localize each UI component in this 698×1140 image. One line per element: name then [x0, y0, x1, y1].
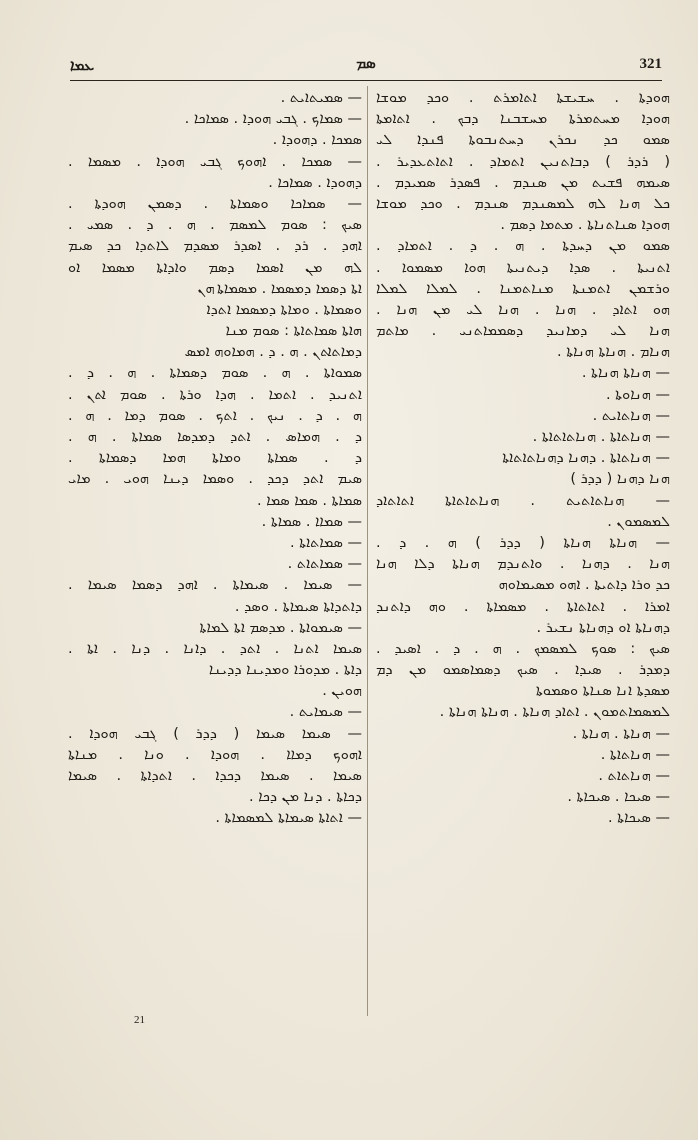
text-line: ܣܝܟ : ܣܘܡ ܠܡܣܡ . ܗ . ܕ . ܣܡܝ . — [68, 217, 362, 234]
text-line: ܗܘܝܢ . — [322, 683, 362, 700]
text-line: ܠܗ ܡܢ ܐܣܡܐ ܕܣܡ ܘܐܕܐܬܐ ܡܣܡܐ ܐܘ — [68, 259, 362, 276]
text-line: — ܣܡܟܐ . ܐܗܘܟ ܓܒܝ ܗܘܕܐ . ܡܣܡܐ . — [68, 153, 362, 170]
text-line: ܘܪܫܡܢ ܐܬܡܢܬܐ ܡܢܐܬܡܢܐ . ܠܡܠܐ ܠܡܠܐ — [376, 280, 670, 297]
text-line: ܣܡܘ ܟܕ ܢܟܪܢ ܕܚܬܢܒܘܬܐ ܦܢܕܐ ܠܝ — [376, 132, 670, 149]
text-line: ܣܝܡ ܐܬܕ ܕܟܕ . ܘܣܡܐ ܕܝܢܐ ܗܘܝ . ܡܐܝ — [68, 471, 362, 488]
text-line: ܕܗܘܕܐ . ܣܡܐܟܐ . — [268, 174, 362, 191]
text-line: — ܣܡܐܐ . ܣܡܐܬܐ . — [261, 513, 362, 530]
text-line: ( ܪܕܪ ) ܕܒܐܬܢܝܢ ܐܬܡܐܕ . ܐܬܐܬܥܕܝܪ . — [376, 153, 670, 170]
text-line: — ܗܢܐܬܐ ܗܢܐܬܐ . — [581, 365, 670, 382]
text-line: ܣܝܡܗ ܦܫܝܬ ܡܢ ܣܢܕܡ . ܦܣܕܪ ܣܡܝܕܡ . — [376, 174, 670, 191]
text-line: ܘܣܡܐܬܐ . ܘܡܐܬܐ ܕܡܣܡܐ ܐܬܕܐ — [206, 301, 362, 318]
header-left-catchword: ܥܡܐ — [70, 56, 95, 74]
text-line: — ܣܡܐܬܐܬ . — [287, 556, 362, 573]
text-line: — ܣܝܡܐ ܣܝܡܐ ( ܕܕܪ ) ܓܒܝ ܗܘܕܐ . — [68, 725, 362, 742]
text-line: ܕܐܬܕܐܬܐ ܣܝܡܐܬܐ . ܘܣܕ . — [234, 598, 362, 615]
text-line: ܕܡܐܬܐܬܢ . ܗ . ܕ . ܗܡܐܘܗ ܐܡܣ — [184, 344, 362, 361]
text-line: ܗܘ ܐܬܐܕ . ܗܢܐ . ܗܢܐ ܠܝ ܡܢ ܗܢܐ . — [376, 301, 670, 318]
text-line: ܗܢܐ . ܕܗܢܐ . ܘܐܬܢܕܡ ܗܢܐܬܐ ܕܠܐ ܗܢܐ — [376, 556, 670, 573]
text-line: ܣܡܘܐܬܐ . ܗ . ܣܘܡ ܕܣܡܐܬܐ . ܗ . ܕ . — [68, 365, 362, 382]
text-line: — ܗܢܐܬܐܬܐ . ܗܢܐܬܐܬܐܬܐ . — [532, 429, 670, 445]
text-line: ܣܝܟ : ܣܘܟ ܠܡܣܡܟ . ܗ . ܕ . ܐܣܝܕ . — [376, 640, 670, 657]
text-line: ܗܘܕܬܐ . ܚܫܝܫܬܐ ܐܬܐܡܪܬ . ܘܟܕ ܡܘܫܐ — [376, 90, 670, 106]
text-line: ܠܡܣܡܘܢ . — [607, 513, 670, 530]
right-column — [376, 88, 670, 830]
text-line: ܕ . ܗܡܐܣ . ܐܬܕ ܕܡܕܣܐ ܣܡܐܬܐ . ܗ . — [68, 429, 362, 445]
text-line: — ܐܬܐܬܐ ܣܝܡܐܬܐ ܠܡܣܡܐܬܐ . — [215, 810, 362, 827]
text-line: — ܗܢܐܬܐ . ܗܢܐܬܐ . — [572, 725, 670, 742]
folio-signature: 21 — [134, 1014, 145, 1026]
text-line: ܐܗܕ . ܪܕ . ܐܣܕܪ ܡܣܕܡ ܠܐܬܕܐ ܟܕ ܣܝܡ — [68, 238, 362, 255]
text-line: ܐܬܢܝܬܐ . ܣܕܐ ܕܝܬܢܝܬܐ ܗܘܐ ܡܣܡܘܐ . — [376, 259, 670, 276]
running-header — [70, 52, 662, 78]
text-line: — ܗܢܐܬܐ ܗܢܐܬܐ ( ܕܕܪ ) ܗ . ܕ . — [376, 534, 670, 551]
text-line: — ܣܡܐܬܐܬܐ . — [289, 534, 362, 551]
page-number: 321 — [639, 56, 662, 72]
header-rule — [70, 80, 662, 81]
text-line: ܟܕ ܘܪܐ ܕܐܬܝܬܐ . ܐܗܘ ܡܣܝܡܐܘܗ — [498, 577, 670, 594]
text-line: — ܗܢܐܬܐܬܐ . ܕܗܢܐ ܕܗܢܐܬܐܬܐܬܐ — [502, 450, 670, 467]
text-line: ܗܢܐ ܠܝ ܕܡܐܢܝܕ ܕܣܡܡܐܬܢܝ . ܡܐܬܡ — [376, 323, 670, 340]
text-line: ܣܝܡܐ . ܣܝܡܐ ܕܟܕܐ . ܐܬܕܐܬܐ . ܣܝܡܐ — [68, 768, 362, 784]
text-line: ܐܗܘܟ ܕܡܐܐ . ܗܘܕܐ . ܘܢܐ . ܡܢܐܬܐ — [68, 746, 362, 763]
text-line: ܕ . ܣܡܐܬܐ ܘܡܐܬܐ ܗܡܐ ܕܣܡܐܬܐ . — [68, 450, 362, 467]
text-line: ܣܝܡܐ ܐܬܢܐ . ܐܬܕ . ܕܐܢܐ . ܕܢܐ . ܐܬܐ . — [68, 640, 362, 657]
text-line: ܗ . ܕ . ܢܝܟ . ܐܬܟ . ܣܘܡ ܕܡܐ . ܗ . — [68, 407, 362, 424]
text-line: ܐܡܪܐ . ܐܬܐܬܐܬܐ . ܡܣܡܐܬܐ . ܘܗ ܕܐܬܢܕ — [376, 598, 670, 615]
text-line: — ܗܢܐܘܬܐ . — [605, 386, 670, 403]
text-line: ܣܡܟܐ . ܕܗܘܕܐ . — [272, 132, 362, 149]
text-line: ܗܘܕܐ ܣܢܐܬܢܐܬܐ . ܡܬܡܐ ܕܣܡ . — [500, 217, 670, 234]
text-line: — ܣܝܟܐ . ܣܝܟܐܬܐ . — [567, 789, 670, 806]
text-line: — ܗܢܐܬܐܬܐ . — [600, 746, 670, 763]
text-line: ܟܠ ܗܢܐ ܠܗ ܠܡܣܢܕܡ ܣܢܕܡ . ܘܟܕ ܡܘܫܐ — [376, 195, 670, 212]
text-line: — ܣܝܡܐܝܬ . — [289, 704, 362, 721]
text-line: — ܣܝܡܐ . ܣܝܡܐܬܐ . ܐܗܕ ܕܣܡܐ ܣܝܡܐ . — [68, 577, 362, 594]
text-line: ܣܡܘ ܡܢ ܕܚܕܬܐ . ܗ . ܕ . ܐܬܡܐܕ . — [376, 238, 670, 255]
column-divider — [367, 86, 368, 1016]
left-column — [68, 88, 362, 830]
text-line: ܠܡܣܡܐܬܡܘܢ . ܐܬܐܕ ܗܢܐܬܐ . ܗܢܐܬܐ ܗܢܐܬܐ . — [439, 704, 670, 721]
text-line: — ܣܝܡܘܐܬܐ . ܡܕܣܡ ܐܬܐ ܠܡܐܬܐ — [199, 619, 362, 636]
text-line: ܕܡܕܪ . ܣܝܕܐ . ܣܝܟ ܕܣܡܐܣܡܘ ܡܢ ܕܡ — [376, 662, 670, 679]
text-line: — ܗܢܐܬܐܬܝܬ . ܗܢܐܬܐܬܐܬܐ ܐܬܐܬܐܕ — [376, 492, 670, 509]
text-line: ܣܡܐܬܐ . ܣܡܐ ܣܡܐ . — [257, 492, 362, 509]
text-line: — ܣܡܐܟ . ܓܒܝ ܗܘܕܐ . ܣܡܐܟܐ . — [184, 111, 362, 128]
text-line: — ܗܢܐܬܐܬ . — [598, 768, 670, 784]
text-line: — ܗܢܐܬܐܝܬ . — [592, 407, 670, 424]
text-line: — ܣܡܝܬܐܝܬ . — [280, 90, 362, 106]
header-center-catchword: ܣܡ — [356, 54, 376, 72]
text-line: ܗܢܐܡ . ܗܢܐܬܐ ܗܢܐܬܐ . — [557, 344, 670, 361]
text-line: ܗܢܐ ܕܗܢܐ ( ܕܕܪ ) — [570, 471, 670, 488]
text-line: ܕܐܬܐ . ܡܕܘܪܐ ܘܡܕܝܢܐ ܕܕܝܢܐ — [208, 662, 362, 679]
text-line: ܐܬܐ ܕܣܡܐ ܕܡܣܡܐ . ܡܣܡܐܬܐ ܗܢ — [197, 280, 362, 297]
text-line: — ܣܝܟܐܬܐ . — [607, 810, 670, 827]
text-line: — ܣܡܐܟܐ ܘܣܡܐܬܐ . ܕܣܡܢ ܗܘܕܬܐ . — [68, 195, 362, 212]
text-line: ܕܗܢܐܬܐ ܐܘ ܕܗܢܐܬܐ ܢܫܝܪ . — [536, 619, 670, 636]
text-line: ܐܬܢܝܕ . ܐܬܡܐ . ܗܕܐ ܘܪܬܐ . ܣܘܡ ܐܬܢ . — [68, 386, 362, 403]
text-line: ܗܐܬܐ ܣܡܐܬܐܬܐ : ܣܘܡ ܡܢܐ — [225, 323, 362, 340]
text-line: ܡܣܕܬܐ ܐܢܐ ܣܢܐܬܐ ܘܣܡܘܬܐ — [535, 683, 670, 700]
text-line: ܕܟܐܬܐ . ܕܢܐ ܡܢ ܕܟܐ . — [249, 789, 362, 806]
text-line: ܗܘܕܐ ܡܚܬܡܪܬܐ ܡܚܫܒܢܐ ܕܒܟ . ܐܬܐܡܬܐ — [376, 111, 670, 128]
